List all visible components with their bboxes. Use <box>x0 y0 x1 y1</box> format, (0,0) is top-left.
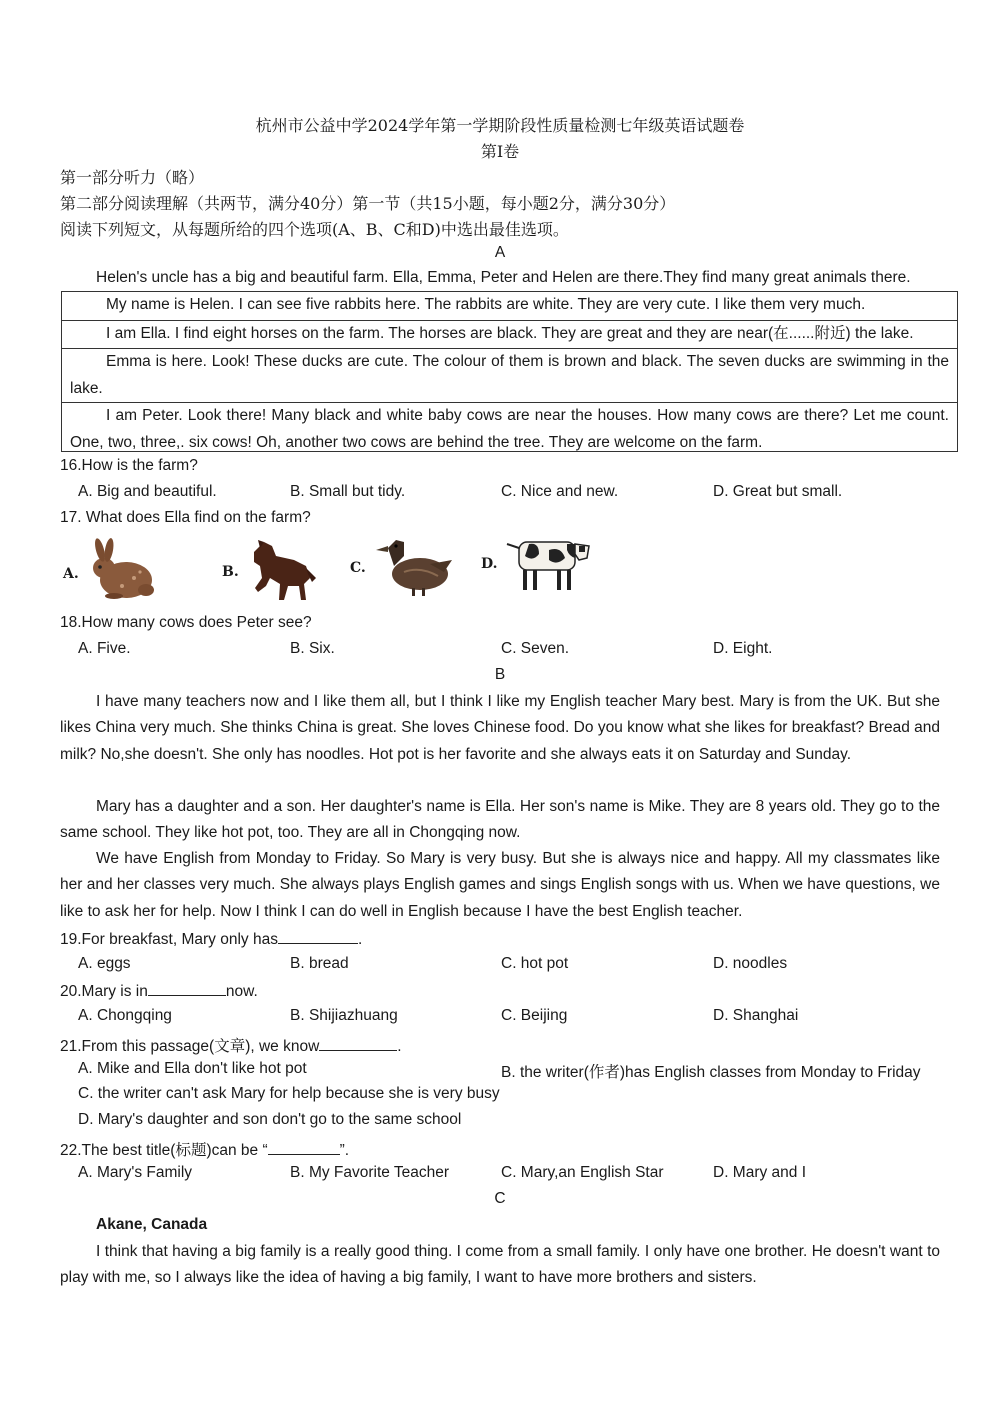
q21-option-c[interactable]: C. the writer can't ask Mary for help because she is very busy <box>78 1085 500 1102</box>
q22-stem-end: ”. <box>339 1142 350 1159</box>
q18-stem: 18.How many cows does Peter see? <box>60 614 312 631</box>
q22-blank[interactable] <box>268 1140 340 1155</box>
volume-label: 第I卷 <box>480 142 520 161</box>
q17-label-d[interactable]: D. <box>481 556 498 572</box>
q22-option-c[interactable]: C. Mary,an English Star <box>501 1164 664 1181</box>
table-row-emma: Emma is here. Look! These ducks are cute. The colour of them is brown and black. The seven ducks are swimming in the lake. <box>62 349 957 403</box>
q22-option-b[interactable]: B. My Favorite Teacher <box>290 1164 450 1181</box>
q19-option-c[interactable]: C. hot pot <box>501 955 569 972</box>
q20-option-d[interactable]: D. Shanghai <box>713 1007 799 1024</box>
q21-blank[interactable] <box>319 1036 397 1051</box>
section-c-label: C <box>494 1190 506 1207</box>
exam-title: 杭州市公益中学2024学年第一学期阶段性质量检测七年级英语试题卷 <box>255 116 745 135</box>
section-a-intro: Helen's uncle has a big and beautiful farm. Ella, Emma, Peter and Helen are there.They find many great animals there. <box>96 269 911 286</box>
cow-icon[interactable] <box>505 528 591 594</box>
section-b-paragraph-3: We have English from Monday to Friday. So Mary is very busy. But she is always nice and happy. All my classmates like her and her classes very much. She always plays English games and sings English songs with us. When we have questions, we like to ask her for help. Now I think I can do well in English because I have the best English teacher. <box>60 850 940 920</box>
q18-option-d[interactable]: D. Eight. <box>713 640 773 657</box>
q19-option-d[interactable]: D. noodles <box>713 955 788 972</box>
q18-option-b[interactable]: B. Six. <box>290 640 335 657</box>
q19-stem-text: 19.For breakfast, Mary only has <box>60 931 278 948</box>
part1-heading: 第一部分听力（略） <box>60 168 205 187</box>
table-row-ella: I am Ella. I find eight horses on the farm. The horses are black. They are great and they are near(在......附近) the lake. <box>62 321 957 349</box>
q21-option-b[interactable]: B. the writer(作者)has English classes from Monday to Friday <box>501 1064 921 1081</box>
section-c-paragraph: I think that having a big family is a really good thing. I come from a small family. I only have one brother. He doesn't want to play with me, so I always like the idea of having a big family, I want to have more brothers and sisters. <box>60 1243 940 1287</box>
q20-stem <box>60 981 258 1001</box>
section-c-speaker: Akane, Canada <box>96 1216 208 1233</box>
q19-option-b[interactable]: B. bread <box>290 955 349 972</box>
q20-option-b[interactable]: B. Shijiazhuang <box>290 1007 398 1024</box>
duck-icon[interactable] <box>374 536 454 598</box>
q16-option-d[interactable]: D. Great but small. <box>713 483 843 500</box>
q19-stem <box>60 929 362 949</box>
q18-option-a[interactable]: A. Five. <box>78 640 131 657</box>
q22-stem-text: 22.The best title(标题)can be “ <box>60 1142 268 1159</box>
table-row-peter: I am Peter. Look there! Many black and white baby cows are near the houses. How many cows are there? Let me count. One, two, three,. six cows! Oh, another two cows are behind the tree. They are welcome on the farm. <box>70 407 949 451</box>
section-a-label: A <box>494 244 506 261</box>
q17-label-a[interactable]: A. <box>63 566 79 582</box>
section-b-label: B <box>494 666 506 683</box>
q16-option-c[interactable]: C. Nice and new. <box>501 483 619 500</box>
q22-option-d[interactable]: D. Mary and I <box>713 1164 807 1181</box>
q21-stem-text: 21.From this passage(文章), we know <box>60 1038 320 1055</box>
q22-option-a[interactable]: A. Mary's Family <box>78 1164 193 1181</box>
q21-option-d[interactable]: D. Mary's daughter and son don't go to the same school <box>78 1111 462 1128</box>
q16-stem: 16.How is the farm? <box>60 457 198 474</box>
rabbit-icon[interactable] <box>84 538 158 602</box>
q20-option-c[interactable]: C. Beijing <box>501 1007 568 1024</box>
q16-option-b[interactable]: B. Small but tidy. <box>290 483 406 500</box>
section-b-paragraph-1: I have many teachers now and I like them all, but I think I like my English teacher Mary best. Mary is from the UK. But she likes China very much. She thinks China is great. She loves Chinese food. Do you know what she likes for breakfast? Bread and milk? No,she doesn't. She only has noodles. Hot pot is her favorite and she always eats it on Saturday and Sunday. <box>60 693 940 763</box>
q18-option-c[interactable]: C. Seven. <box>501 640 570 657</box>
q20-option-a[interactable]: A. Chongqing <box>78 1007 172 1024</box>
q19-stem-end: . <box>357 931 363 948</box>
part2-heading: 第二部分阅读理解（共两节，满分40分）第一节（共15小题，每小题2分，满分30分） <box>60 194 676 213</box>
q19-option-a[interactable]: A. eggs <box>78 955 131 972</box>
section-a-table <box>61 291 958 452</box>
table-row-helen: My name is Helen. I can see five rabbits here. The rabbits are white. They are very cute. I like them very much. <box>62 292 957 321</box>
q17-label-b[interactable]: B. <box>222 564 239 580</box>
q21-option-a[interactable]: A. Mike and Ella don't like hot pot <box>78 1060 307 1077</box>
horse-icon[interactable] <box>244 538 318 604</box>
q21-stem-end: . <box>397 1038 402 1055</box>
q19-blank[interactable] <box>278 929 358 944</box>
q21-stem <box>60 1034 402 1056</box>
instruction-text: 阅读下列短文，从每题所给的四个选项(A、B、C和D)中选出最佳选项。 <box>60 220 569 239</box>
q20-stem-end: now. <box>225 983 258 1000</box>
q20-blank[interactable] <box>148 981 226 996</box>
section-b-paragraph-2: Mary has a daughter and a son. Her daughter's name is Ella. Her son's name is Mike. They are 8 years old. They go to the same school. They like hot pot, too. They are all in Chongqing now. <box>60 798 940 842</box>
q20-stem-text: 20.Mary is in <box>60 983 148 1000</box>
q17-label-c[interactable]: C. <box>350 560 366 576</box>
q17-stem: 17. What does Ella find on the farm? <box>60 509 311 526</box>
q22-stem <box>60 1138 349 1160</box>
q16-option-a[interactable]: A. Big and beautiful. <box>78 483 217 500</box>
